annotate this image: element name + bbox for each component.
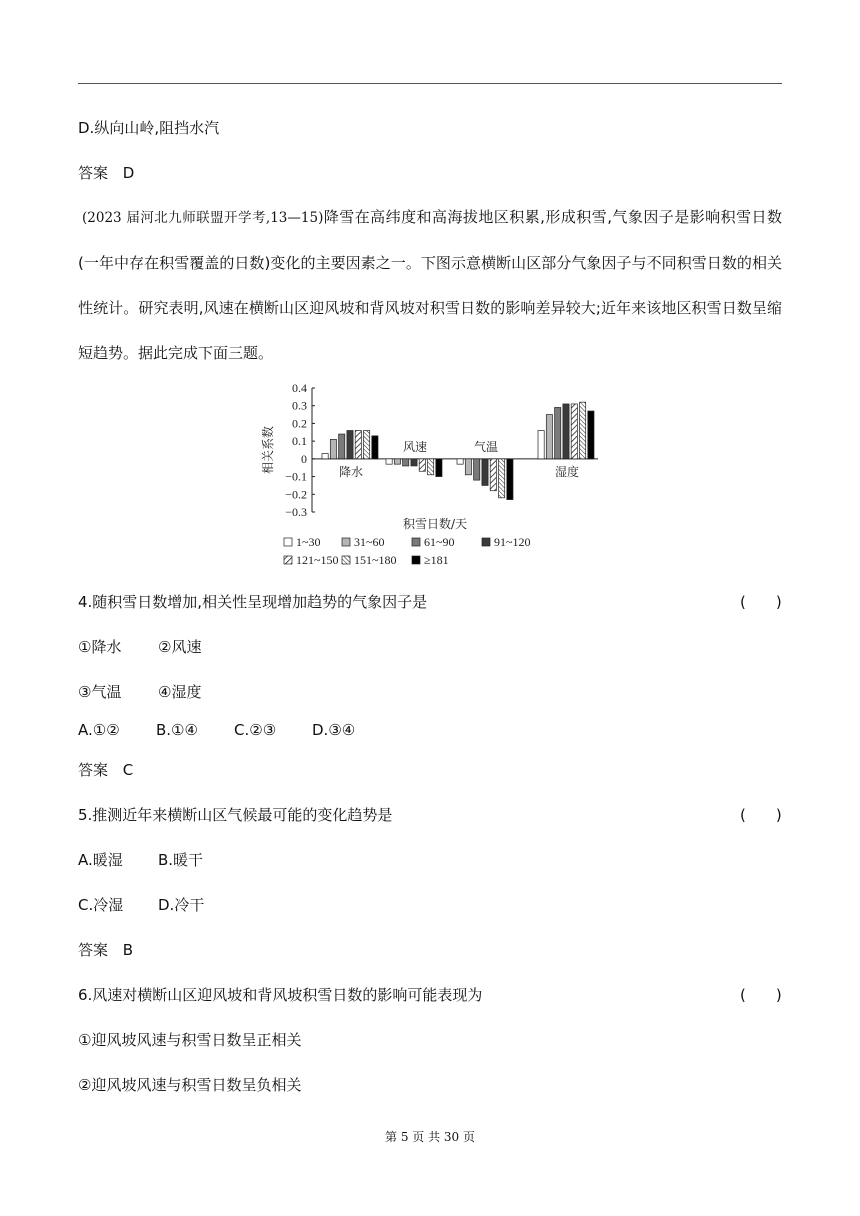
- q4-choices: [78, 720, 355, 740]
- q5-choices-row2: [78, 895, 204, 915]
- bar-3-3: [563, 404, 569, 459]
- intro-paragraph: [78, 195, 782, 376]
- q4-answer-blank: ( ): [740, 593, 782, 611]
- bar-2-0: [457, 459, 463, 464]
- answer-label: 答案: [78, 761, 109, 779]
- q5-choice-c: C.冷湿: [78, 896, 124, 914]
- q6-item-1: ①迎风坡风速与积雪日数呈正相关: [78, 1031, 302, 1049]
- chart-bars: [322, 402, 594, 499]
- bar-2-2: [474, 459, 480, 480]
- x-axis-label: 积雪日数/天: [402, 517, 468, 531]
- q5-choice-b: B.暖干: [158, 851, 204, 869]
- bar-2-5: [499, 459, 505, 498]
- bar-3-0: [538, 431, 544, 459]
- q6-item-2: ②迎风坡风速与积雪日数呈负相关: [78, 1076, 302, 1094]
- bar-1-0: [386, 459, 392, 464]
- y-tick-label: 0.1: [292, 434, 307, 449]
- legend-label: ≥181: [424, 553, 449, 567]
- legend-swatch: [342, 538, 350, 546]
- y-tick-label: −0.3: [285, 505, 307, 519]
- answer-label: 答案: [78, 941, 109, 959]
- bar-0-5: [364, 431, 370, 459]
- bar-2-4: [490, 459, 496, 491]
- q4-choice-a: A.①②: [78, 721, 120, 739]
- bar-3-5: [580, 402, 586, 459]
- bar-1-3: [411, 459, 417, 466]
- y-tick-label: 0.4: [292, 381, 307, 395]
- q4-items-row2: [78, 682, 201, 702]
- bar-0-0: [322, 454, 328, 459]
- q5-stem: 5.推测近年来横断山区气候最可能的变化趋势是: [78, 806, 393, 824]
- bar-1-5: [428, 459, 434, 475]
- answer-label: 答案: [78, 164, 109, 182]
- q5-answer: [78, 940, 133, 960]
- q4-answer: [78, 760, 133, 780]
- bar-1-4: [419, 459, 425, 471]
- bar-2-1: [465, 459, 471, 475]
- bar-0-6: [372, 436, 378, 459]
- page-footer: 第 5 页 共 30 页: [385, 1130, 475, 1144]
- legend-swatch: [412, 556, 420, 564]
- answer-value: D: [122, 164, 135, 182]
- legend-label: 151~180: [354, 553, 397, 567]
- bar-0-1: [330, 439, 336, 458]
- legend-label: 121~150: [296, 553, 339, 567]
- correlation-bar-chart: [250, 378, 610, 574]
- legend-swatch: [284, 538, 292, 546]
- bar-0-3: [347, 431, 353, 459]
- legend-label: 61~90: [424, 535, 455, 549]
- y-tick-label: 0.2: [292, 416, 307, 431]
- y-tick-label: −0.1: [285, 469, 307, 484]
- q4-item-3: ③气温: [78, 683, 122, 701]
- bar-1-6: [436, 459, 442, 477]
- question-source: (2023 届河北九师联盟开学考,13—15): [82, 210, 324, 226]
- y-tick-label: 0: [301, 451, 307, 466]
- prev-answer: [78, 163, 134, 183]
- bar-0-4: [355, 431, 361, 459]
- legend-label: 91~120: [494, 535, 531, 549]
- q5-answer-blank: ( ): [740, 806, 782, 824]
- q5-choices-row1: [78, 850, 203, 870]
- intro-text: 降雪在高纬度和高海拔地区积累,形成积雪,气象因子是影响积雪日数(一年中存在积雪覆盖的日数)变化的主要因素之一。下图示意横断山区部分气象因子与不同积雪日数的相关性统计。研究表明,风速在横断山区迎风坡和背风坡对积雪日数的影响差异较大;近年来该地区积雪日数呈缩短趋势。据此完成下面三题。: [78, 208, 782, 362]
- q5-choice-d: D.冷干: [158, 896, 205, 914]
- legend-swatch: [284, 556, 292, 564]
- y-tick-label: −0.2: [285, 487, 307, 502]
- bar-2-3: [482, 459, 488, 486]
- q4-item-2: ②风速: [158, 638, 202, 656]
- q4-item-4: ④湿度: [158, 683, 202, 701]
- legend-swatch: [342, 556, 350, 564]
- q4-choice-c: C.②③: [234, 721, 277, 739]
- q4-items-row1: [78, 637, 201, 657]
- bar-0-2: [339, 434, 345, 459]
- q5-choice-a: A.暖湿: [78, 851, 123, 869]
- category-label: 气温: [474, 439, 499, 454]
- bar-2-6: [507, 459, 513, 500]
- q4-item-1: ①降水: [78, 638, 122, 656]
- prev-option-d: D.纵向山岭,阻挡水汽: [78, 119, 220, 137]
- category-label: 风速: [403, 439, 428, 454]
- y-axis-label: 相关系数: [261, 425, 275, 475]
- q6-stem: 6.风速对横断山区迎风坡和背风坡积雪日数的影响可能表现为: [78, 986, 483, 1004]
- legend-label: 1~30: [296, 535, 321, 549]
- q4-stem: 4.随积雪日数增加,相关性呈现增加趋势的气象因子是: [78, 593, 428, 611]
- y-tick-label: 0.3: [292, 398, 307, 413]
- bar-3-2: [555, 407, 561, 458]
- bar-3-1: [546, 415, 552, 459]
- legend-label: 31~60: [354, 535, 385, 549]
- q6-answer-blank: ( ): [740, 986, 782, 1004]
- q4-choice-d: D.③④: [312, 721, 356, 739]
- bar-1-1: [394, 459, 400, 464]
- category-label: 降水: [339, 464, 364, 479]
- category-label: 湿度: [555, 464, 580, 479]
- q4-choice-b: B.①④: [156, 721, 198, 739]
- legend-swatch: [412, 538, 420, 546]
- legend-swatch: [482, 538, 490, 546]
- answer-value: B: [122, 941, 134, 959]
- bar-3-4: [571, 404, 577, 459]
- bar-3-6: [588, 411, 594, 459]
- header-rule: [78, 83, 782, 84]
- answer-value: C: [122, 761, 134, 779]
- chart-legend: [284, 535, 531, 567]
- bar-1-2: [403, 459, 409, 466]
